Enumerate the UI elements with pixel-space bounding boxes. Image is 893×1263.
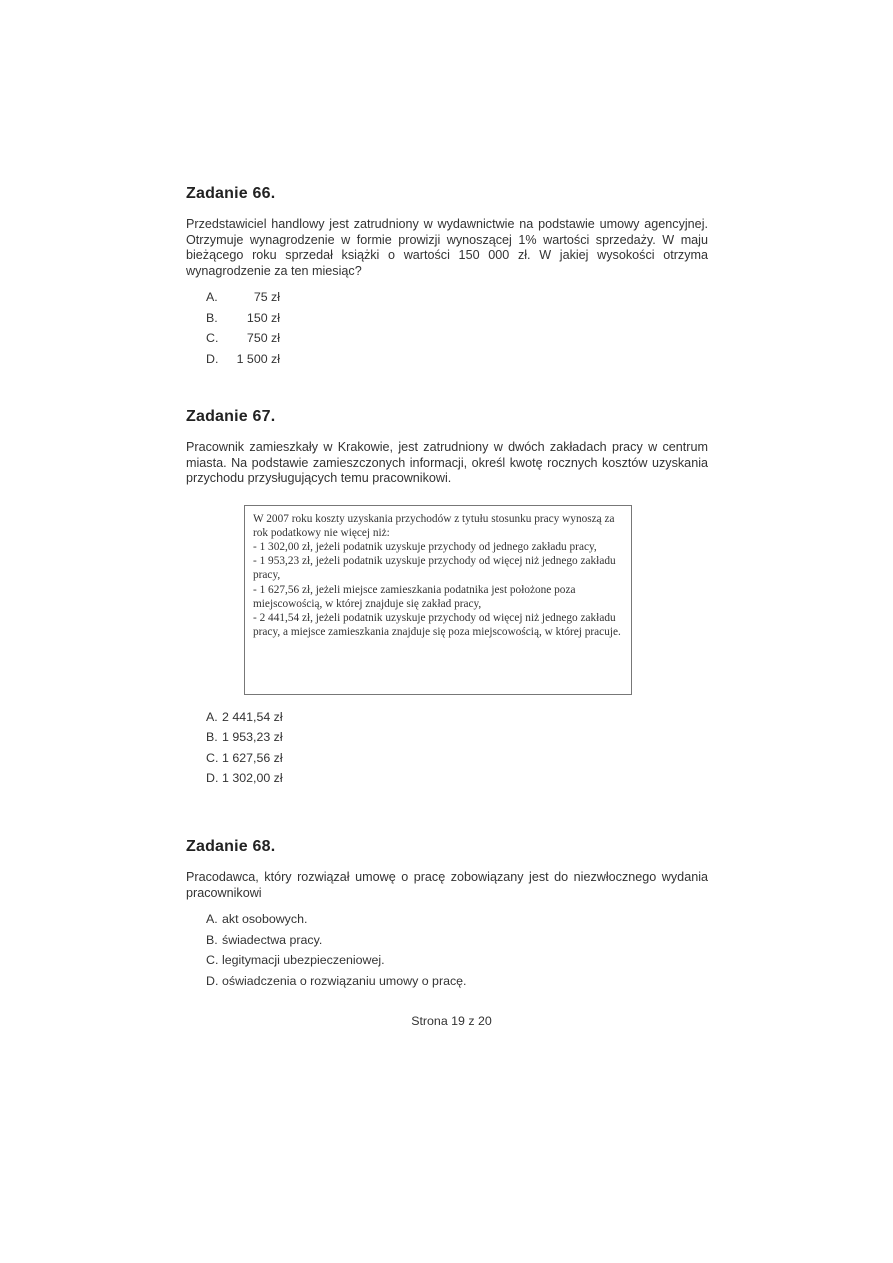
option-text: 1 500 zł (236, 351, 280, 366)
task-66-option-d[interactable] (206, 349, 708, 370)
option-letter: D. (206, 351, 219, 366)
option-letter: B. (206, 730, 218, 744)
option-letter: A. (206, 290, 218, 304)
option-letter: A. (206, 912, 218, 926)
task-68 (186, 838, 708, 991)
task-66-options (206, 287, 708, 369)
option-text: 2 441,54 zł (222, 709, 283, 724)
task-68-option-d[interactable] (206, 971, 708, 992)
option-text: świadectwa pracy. (222, 932, 323, 947)
option-text: 1 627,56 zł (222, 750, 283, 765)
option-text: 1 953,23 zł (222, 730, 283, 744)
option-text: 1 302,00 zł (222, 771, 283, 785)
option-letter: A. (206, 709, 218, 724)
tax-info-box (244, 505, 632, 695)
task-67-option-b[interactable] (206, 727, 708, 748)
option-letter: C. (206, 953, 219, 967)
task-67-title: Zadanie 67. (186, 408, 276, 425)
task-67 (186, 408, 708, 789)
option-text: 150 zł (246, 310, 280, 325)
task-68-option-a[interactable] (206, 909, 708, 930)
info-box-line: - 1 627,56 zł, jeżeli miejsce zamieszkania podatnika jest położone poza miejscowością, w której znajduje się zakład pracy, (253, 583, 576, 610)
option-text: 750 zł (246, 331, 280, 345)
option-text: legitymacji ubezpieczeniowej. (222, 953, 385, 967)
task-66-option-a[interactable] (206, 287, 708, 308)
page-footer (0, 1014, 893, 1028)
task-68-options (206, 909, 708, 991)
task-67-option-c[interactable] (206, 748, 708, 769)
option-text: akt osobowych. (222, 912, 308, 926)
task-66-option-c[interactable] (206, 328, 708, 349)
info-box-line: - 2 441,54 zł, jeżeli podatnik uzyskuje przychody od więcej niż jednego zakładu pracy, a miejsce zamieszkania znajduje się poza miejscowością, w której pracuje. (253, 611, 621, 639)
page-number: Strona 19 z 20 (411, 1014, 492, 1028)
task-68-option-c[interactable] (206, 950, 708, 971)
info-box-line: - 1 302,00 zł, jeżeli podatnik uzyskuje przychody od jednego zakładu pracy, (253, 540, 597, 553)
task-66 (186, 185, 708, 369)
info-box-line: - 1 953,23 zł, jeżeli podatnik uzyskuje przychody od więcej niż jednego zakładu pracy, (253, 555, 616, 582)
task-66-title: Zadanie 66. (186, 185, 276, 202)
option-letter: C. (206, 750, 219, 765)
option-letter: D. (206, 973, 219, 988)
task-68-option-b[interactable] (206, 930, 708, 951)
task-67-option-d[interactable] (206, 768, 708, 789)
task-66-question: Przedstawiciel handlowy jest zatrudniony w wydawnictwie na podstawie umowy agencyjnej. Otrzymuje wynagrodzenie w formie prowizji wynoszącej 1% wartości sprzedaży. W maju bieżącego roku sprzedał książki o wartości 150 000 zł. W jakiej wysokości otrzyma wynagrodzenie za ten miesiąc? (186, 217, 708, 278)
task-66-option-b[interactable] (206, 308, 708, 329)
option-letter: B. (206, 310, 218, 325)
task-67-question: Pracownik zamieszkały w Krakowie, jest zatrudniony w dwóch zakładach pracy w centrum miasta. Na podstawie zamieszczonych informacji, określ kwotę rocznych kosztów uzyskania przychodu przysługujących temu pracownikowi. (186, 440, 708, 485)
task-67-option-a[interactable] (206, 707, 708, 728)
info-box-line: W 2007 roku koszty uzyskania przychodów z tytułu stosunku pracy wynoszą za rok podatkowy nie więcej niż: (253, 512, 615, 539)
task-68-question: Pracodawca, który rozwiązał umowę o pracę zobowiązany jest do niezwłocznego wydania pracownikowi (186, 870, 708, 900)
option-letter: D. (206, 771, 219, 785)
option-letter: B. (206, 932, 218, 947)
option-text: oświadczenia o rozwiązaniu umowy o pracę. (222, 973, 467, 988)
option-letter: C. (206, 331, 219, 345)
task-67-options (206, 707, 708, 789)
option-text: 75 zł (253, 290, 280, 304)
task-68-title: Zadanie 68. (186, 838, 276, 855)
